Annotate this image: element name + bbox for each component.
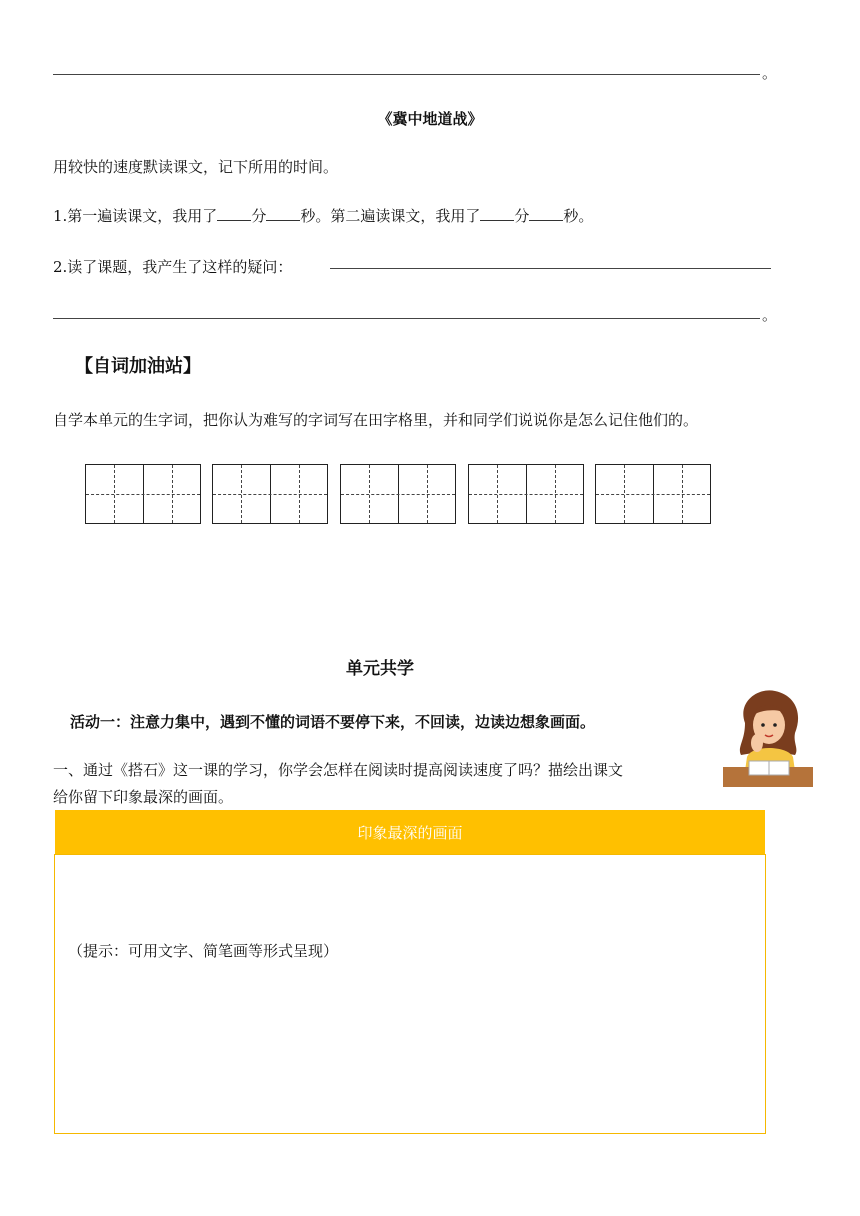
answer-line-q2[interactable] bbox=[330, 268, 771, 269]
blank-minutes-1[interactable] bbox=[217, 206, 251, 221]
tianzige-pair-2[interactable] bbox=[212, 464, 328, 524]
instruction-text: 用较快的速度默读课文，记下所用的时间。 bbox=[53, 158, 339, 176]
question-1 bbox=[53, 205, 593, 226]
instruction-text: 自学本单元的生字词，把你认为难写的字词写在田字格里，并和同学们说说你是怎么记住他们的。 bbox=[53, 411, 699, 429]
tianzige-pair-5[interactable] bbox=[595, 464, 711, 524]
answer-box-header bbox=[55, 810, 765, 854]
tianzige-pair-3[interactable] bbox=[340, 464, 456, 524]
line-end-mark: 。 bbox=[762, 306, 778, 324]
section-title: 单元共学 bbox=[346, 659, 414, 679]
section-title: 【自词加油站】 bbox=[75, 356, 201, 377]
q1-unit3: 分 bbox=[514, 207, 530, 225]
tianzige-pair-4[interactable] bbox=[468, 464, 584, 524]
tianzige-pair-1[interactable] bbox=[85, 464, 201, 524]
blank-minutes-2[interactable] bbox=[480, 206, 514, 221]
question-2: 2.读了课题，我产生了这样的疑问： bbox=[53, 258, 293, 276]
question-text-cont: 给你留下印象最深的画面。 bbox=[53, 788, 234, 806]
answer-box[interactable] bbox=[54, 854, 766, 1134]
q1-unit1: 分 bbox=[251, 207, 267, 225]
answer-line-q2-cont[interactable] bbox=[53, 318, 760, 319]
q1-unit2: 秒。第二遍读课文，我用了 bbox=[300, 207, 481, 225]
q1-unit4: 秒。 bbox=[563, 207, 594, 225]
answer-line-top[interactable] bbox=[53, 74, 760, 75]
blank-seconds-1[interactable] bbox=[266, 206, 300, 221]
box-header-label: 印象最深的画面 bbox=[357, 823, 463, 842]
activity-text: 活动一：注意力集中，遇到不懂的词语不要停下来，不回读，边读边想象画面。 bbox=[70, 713, 596, 731]
q1-part1: 1.第一遍读课文，我用了 bbox=[53, 207, 218, 225]
box-hint: （提示：可用文字、简笔画等形式呈现） bbox=[68, 942, 339, 960]
line-end-mark: 。 bbox=[762, 64, 778, 82]
question-text: 一、通过《搭石》这一课的学习，你学会怎样在阅读时提高阅读速度了吗？描绘出课文 bbox=[53, 761, 624, 779]
section-title: 《冀中地道战》 bbox=[377, 110, 483, 128]
blank-seconds-2[interactable] bbox=[529, 206, 563, 221]
girl-reading-icon bbox=[723, 683, 813, 787]
